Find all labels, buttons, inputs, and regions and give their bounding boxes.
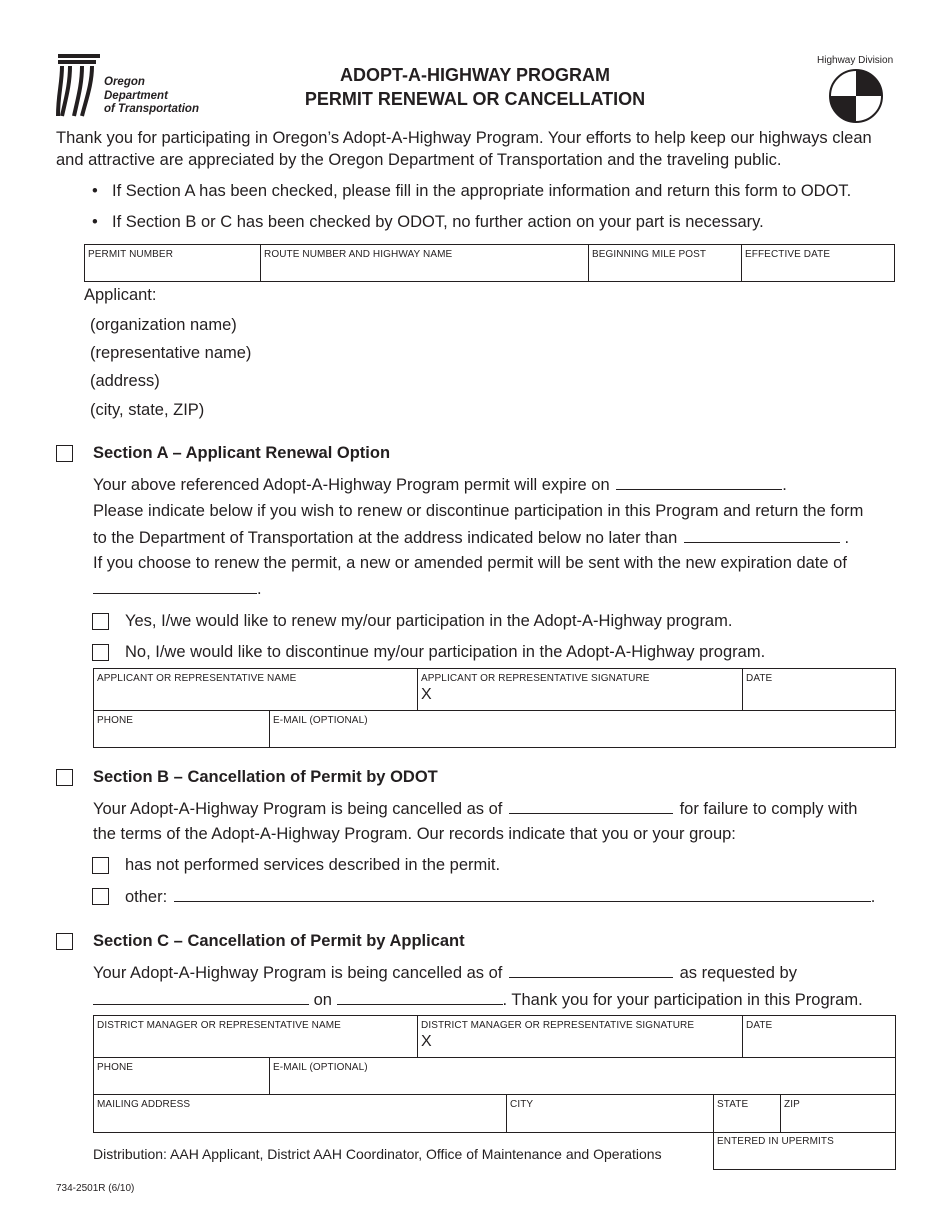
effective-date-field[interactable]: EFFECTIVE DATE	[745, 249, 831, 260]
district-email-field[interactable]: E-MAIL (OPTIONAL)	[270, 1058, 895, 1095]
applicant-name-field[interactable]: APPLICANT OR REPRESENTATIVE NAME	[94, 669, 418, 711]
renew-yes-checkbox[interactable]	[92, 613, 109, 630]
new-expiration-line: .	[93, 580, 262, 598]
requested-on-blank[interactable]	[337, 991, 503, 1005]
odot-logo	[56, 54, 206, 118]
section-c-title: Section C – Cancellation of Permit by Applicant	[93, 932, 465, 950]
section-c-line-1: Your Adopt-A-Highway Program is being cancelled as of as requested by	[93, 964, 797, 982]
return-by-blank[interactable]	[684, 529, 840, 543]
upermits-field[interactable]: ENTERED IN UPERMITS	[713, 1132, 896, 1170]
other-line: other: .	[125, 888, 876, 906]
applicant-phone-field[interactable]: PHONE	[94, 711, 270, 747]
bullet-icon: •	[92, 213, 98, 231]
mailing-address-field[interactable]: MAILING ADDRESS	[94, 1095, 507, 1132]
district-phone-field[interactable]: PHONE	[94, 1058, 270, 1095]
route-field[interactable]: ROUTE NUMBER AND HIGHWAY NAME	[261, 245, 589, 281]
section-b-line-2: the terms of the Adopt-A-Highway Program. Our records indicate that you or your group:	[93, 825, 736, 843]
applicant-date-field[interactable]: DATE	[743, 669, 895, 711]
requested-by-blank[interactable]	[93, 991, 309, 1005]
applicant-org: (organization name)	[90, 316, 237, 334]
intro-line-2: and attractive are appreciated by the Oregon Department of Transportation and the traveling public.	[56, 151, 782, 169]
applicant-signature-field[interactable]: APPLICANT OR REPRESENTATIVE SIGNATURE X	[418, 669, 743, 711]
highway-division-emblem-icon	[828, 68, 884, 124]
section-a-title: Section A – Applicant Renewal Option	[93, 444, 391, 462]
not-performed-label: has not performed services described in the permit.	[125, 856, 501, 874]
permit-number-field[interactable]: PERMIT NUMBER	[85, 245, 261, 281]
applicant-city: (city, state, ZIP)	[90, 401, 205, 419]
zip-field[interactable]: ZIP	[784, 1099, 800, 1110]
section-a-line-2: Please indicate below if you wish to renew or discontinue participation in this Program and return the form	[93, 502, 864, 520]
applicant-address: (address)	[90, 372, 160, 390]
applicant-signature-table	[93, 668, 896, 748]
applicant-email-field[interactable]: E-MAIL (OPTIONAL)	[273, 715, 368, 726]
agency-line-2: Department	[104, 89, 168, 102]
section-a-line-3: to the Department of Transportation at the address indicated below no later than .	[93, 529, 850, 547]
applicant-label: Applicant:	[84, 286, 157, 304]
section-c-checkbox[interactable]	[56, 933, 73, 950]
odot-cancel-date-blank[interactable]	[509, 800, 673, 814]
division-label: Highway Division	[817, 55, 894, 66]
intro-bullet-2: If Section B or C has been checked by ODOT, no further action on your part is necessary.	[112, 213, 764, 231]
intro-line-1: Thank you for participating in Oregon’s Adopt-A-Highway Program. Your efforts to help keep our highways clean	[56, 129, 872, 147]
not-performed-checkbox[interactable]	[92, 857, 109, 874]
agency-line-1: Oregon	[104, 76, 145, 88]
district-name-field[interactable]: DISTRICT MANAGER OR REPRESENTATIVE NAME	[94, 1016, 418, 1058]
renew-no-checkbox[interactable]	[92, 644, 109, 661]
section-a-line-1: Your above referenced Adopt-A-Highway Program permit will expire on .	[93, 476, 787, 494]
renew-yes-label: Yes, I/we would like to renew my/our participation in the Adopt-A-Highway program.	[125, 612, 733, 630]
permit-table	[84, 244, 895, 282]
state-field[interactable]: STATE	[714, 1095, 781, 1132]
city-field[interactable]: CITY	[507, 1095, 714, 1132]
form-title-2: PERMIT RENEWAL OR CANCELLATION	[304, 89, 646, 109]
district-signature-field[interactable]: DISTRICT MANAGER OR REPRESENTATIVE SIGNATURE X	[418, 1016, 743, 1058]
expire-date-blank[interactable]	[616, 476, 782, 490]
agency-line-3: of Transportation	[104, 103, 199, 115]
section-b-title: Section B – Cancellation of Permit by ODOT	[93, 768, 438, 786]
new-expiration-blank[interactable]	[93, 580, 257, 594]
district-date-field[interactable]: DATE	[743, 1016, 895, 1058]
section-c-line-2: on . Thank you for your participation in this Program.	[93, 991, 863, 1009]
form-number: 734-2501R (6/10)	[56, 1183, 135, 1194]
section-a-checkbox[interactable]	[56, 445, 73, 462]
bullet-icon: •	[92, 182, 98, 200]
renew-no-label: No, I/we would like to discontinue my/our participation in the Adopt-A-Highway program.	[125, 643, 766, 661]
district-signature-table	[93, 1015, 896, 1133]
other-reason-blank[interactable]	[174, 888, 871, 902]
other-checkbox[interactable]	[92, 888, 109, 905]
form-title-1: ADOPT-A-HIGHWAY PROGRAM	[339, 65, 611, 85]
mile-post-field[interactable]: BEGINNING MILE POST	[589, 245, 742, 281]
odot-logo-icon	[56, 54, 102, 118]
section-b-line-1: Your Adopt-A-Highway Program is being cancelled as of for failure to comply with	[93, 800, 858, 818]
applicant-cancel-date-blank[interactable]	[509, 964, 673, 978]
section-b-checkbox[interactable]	[56, 769, 73, 786]
distribution-note: Distribution: AAH Applicant, District AAH Coordinator, Office of Maintenance and Operations	[93, 1146, 662, 1162]
applicant-rep: (representative name)	[90, 344, 252, 362]
intro-bullet-1: If Section A has been checked, please fill in the appropriate information and return this form to ODOT.	[112, 182, 852, 200]
section-a-line-4: If you choose to renew the permit, a new or amended permit will be sent with the new expiration date of	[93, 554, 847, 572]
